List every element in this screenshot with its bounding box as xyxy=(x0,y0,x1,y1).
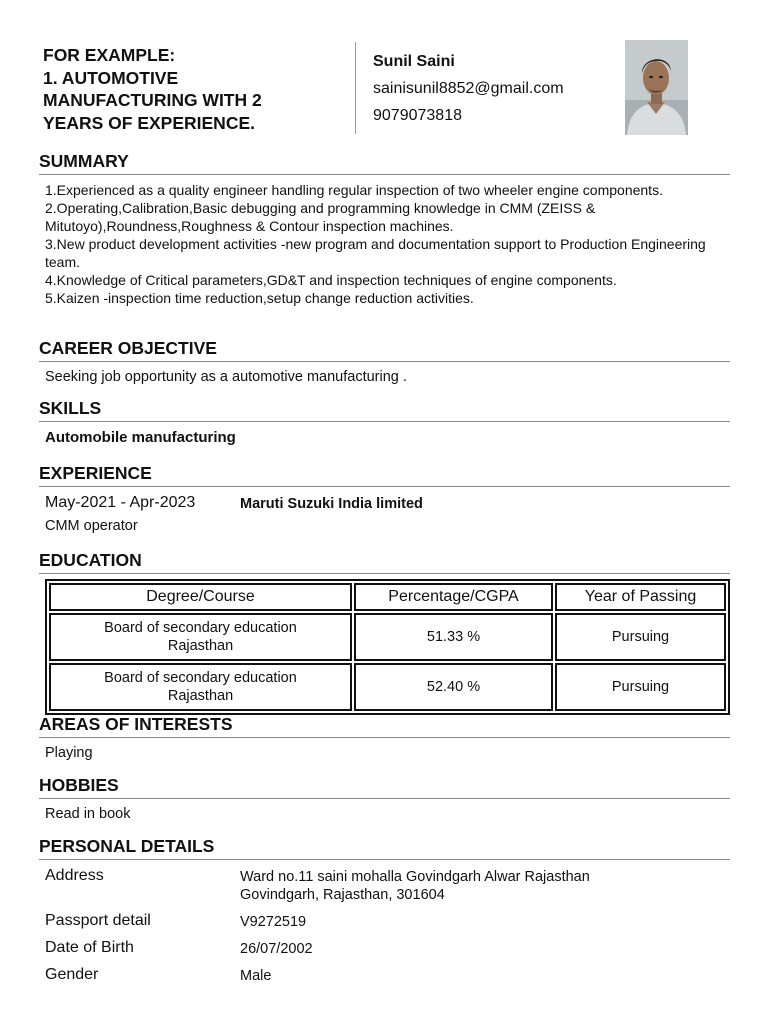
section-title: EDUCATION xyxy=(39,549,730,574)
personal-details-list xyxy=(39,866,730,992)
candidate-name: Sunil Saini xyxy=(373,53,455,70)
section-title: PERSONAL DETAILS xyxy=(39,835,730,860)
personal-details-section xyxy=(39,835,730,992)
detail-label: Gender xyxy=(45,966,99,983)
detail-label: Date of Birth xyxy=(45,939,134,956)
detail-value: 26/07/2002 xyxy=(240,941,313,957)
summary-section xyxy=(39,150,730,307)
career-objective-section xyxy=(39,337,730,386)
objective-heading xyxy=(43,44,343,134)
header-divider xyxy=(355,42,356,134)
section-title: HOBBIES xyxy=(39,774,730,799)
career-objective-text: Seeking job opportunity as a automotive manufacturing . xyxy=(45,369,407,385)
experience-dates: May-2021 - Apr-2023 xyxy=(45,494,196,511)
section-title: AREAS OF INTERESTS xyxy=(39,713,730,738)
skill-item: Automobile manufacturing xyxy=(45,429,236,446)
address-line: Ward no.11 saini mohalla Govindgarh Alwar Rajasthan xyxy=(240,869,590,885)
section-title: SKILLS xyxy=(39,397,730,422)
education-table xyxy=(45,579,730,715)
education-section xyxy=(39,549,730,574)
interest-text: Playing xyxy=(45,745,93,761)
profile-photo xyxy=(625,40,688,135)
course-state: Rajasthan xyxy=(167,638,234,654)
email-address[interactable]: sainisunil8852@gmail.com xyxy=(373,80,564,97)
areas-of-interest-section xyxy=(39,713,730,762)
column-header: Percentage/CGPA xyxy=(354,583,553,611)
detail-value: V9272519 xyxy=(240,914,307,930)
course-cell xyxy=(49,613,352,661)
objective-heading-line: YEARS OF EXPERIENCE. xyxy=(43,112,255,133)
percentage-cell: 52.40 % xyxy=(354,663,553,711)
detail-row-dob xyxy=(39,938,730,965)
summary-item: 5.Kaizen -inspection time reduction,setup change reduction activities. xyxy=(45,290,474,306)
address-line: Govindgarh, Rajasthan, 301604 xyxy=(240,887,445,903)
summary-item: 4.Knowledge of Critical parameters,GD&T and inspection techniques of engine components. xyxy=(45,272,617,288)
course-name: Board of secondary education xyxy=(104,620,297,636)
experience-entry xyxy=(39,493,730,517)
table-row xyxy=(49,663,726,711)
year-cell: Pursuing xyxy=(555,663,726,711)
detail-label: Address xyxy=(45,867,104,884)
objective-heading-line: FOR EXAMPLE: xyxy=(43,45,176,65)
detail-row-passport xyxy=(39,911,730,938)
profile-photo-image xyxy=(625,40,688,135)
column-header: Degree/Course xyxy=(49,583,352,611)
detail-row-gender xyxy=(39,965,730,992)
summary-list xyxy=(39,181,730,307)
detail-value: Male xyxy=(240,968,272,984)
section-title: EXPERIENCE xyxy=(39,462,730,487)
objective-heading-line: 1. AUTOMOTIVE xyxy=(43,67,179,88)
detail-value xyxy=(240,866,730,904)
objective-heading-line: MANUFACTURING WITH 2 xyxy=(43,90,262,110)
experience-role: CMM operator xyxy=(45,518,138,534)
year-cell: Pursuing xyxy=(555,613,726,661)
course-cell xyxy=(49,663,352,711)
course-state: Rajasthan xyxy=(167,688,234,704)
column-header: Year of Passing xyxy=(555,583,726,611)
table-row xyxy=(49,613,726,661)
section-title: SUMMARY xyxy=(39,150,730,175)
summary-item: 3.New product development activities -new program and documentation support to Production Engineering team. xyxy=(45,236,706,270)
summary-item: 1.Experienced as a quality engineer handling regular inspection of two wheeler engine components. xyxy=(45,182,663,198)
section-title: CAREER OBJECTIVE xyxy=(39,337,730,362)
detail-row-address xyxy=(39,866,730,911)
experience-section xyxy=(39,462,730,535)
summary-item: 2.Operating,Calibration,Basic debugging and programming knowledge in CMM (ZEISS & Mitutoyo),Roundness,Roughness & Contour inspection machines. xyxy=(45,200,596,234)
hobbies-section xyxy=(39,774,730,823)
course-name: Board of secondary education xyxy=(104,670,297,686)
table-header-row xyxy=(49,583,726,611)
detail-label: Passport detail xyxy=(45,912,151,929)
experience-company: Maruti Suzuki India limited xyxy=(240,496,423,512)
percentage-cell: 51.33 % xyxy=(354,613,553,661)
hobby-text: Read in book xyxy=(45,806,131,822)
contact-block xyxy=(373,52,564,133)
phone-number[interactable]: 9079073818 xyxy=(373,107,462,124)
skills-section xyxy=(39,397,730,447)
